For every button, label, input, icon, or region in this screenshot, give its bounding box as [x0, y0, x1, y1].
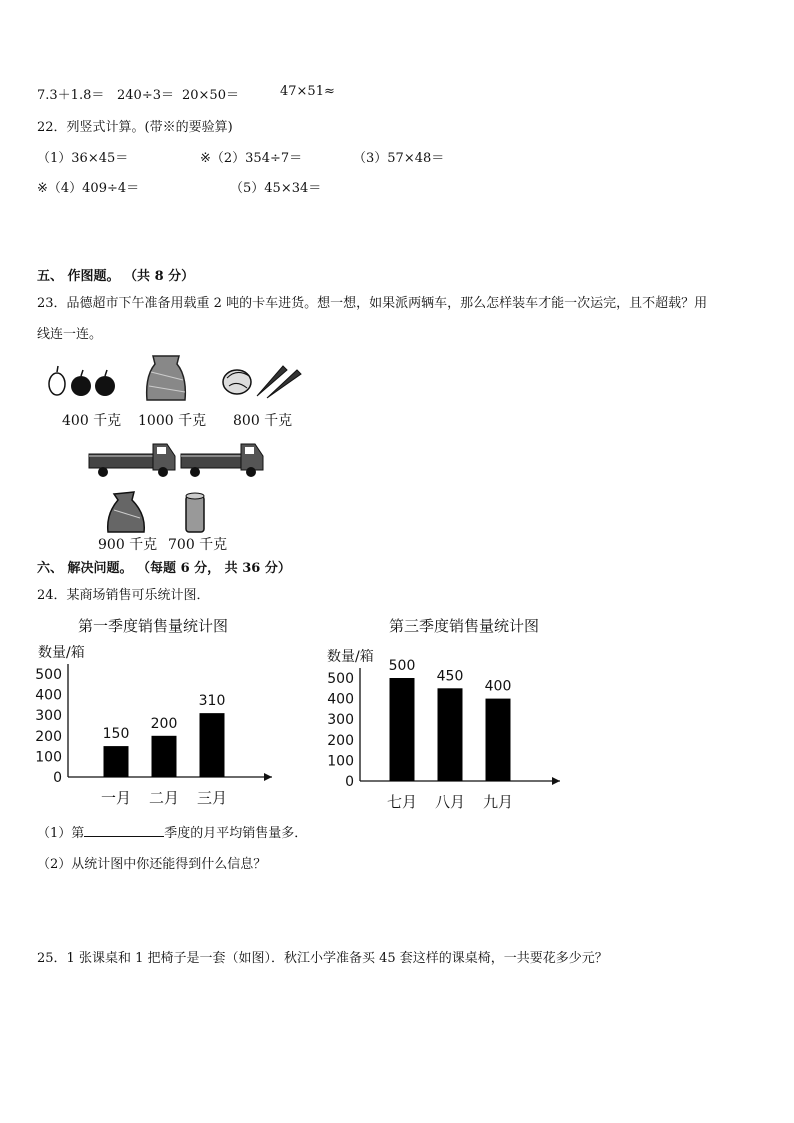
y-tick-label: 500: [35, 667, 62, 683]
chart2-ylabel: 数量/箱: [327, 649, 374, 665]
y-tick-label: 400: [35, 687, 62, 704]
weight-label: 800 千克: [233, 413, 293, 429]
y-tick-label: 0: [345, 774, 354, 790]
calc-item: 47×51≈: [280, 84, 335, 99]
bar: [152, 736, 177, 777]
bar: [486, 699, 511, 781]
x-tick-label: 九月: [482, 793, 514, 811]
q23-text-line2: 线连一连。: [37, 327, 103, 342]
x-tick-label: 七月: [386, 793, 418, 811]
section-6-heading: 六、 解决问题。 （每题 6 分， 共 36 分）: [37, 561, 291, 576]
weight-label: 1000 千克: [138, 413, 207, 429]
q24-title: 24．某商场销售可乐统计图．: [37, 588, 210, 603]
data-label: 400: [484, 678, 512, 695]
chart-q3-sales: [318, 645, 598, 815]
q22-item: ※（2）354÷7＝: [200, 151, 303, 166]
calc-item: 7.3＋1.8＝: [37, 88, 105, 103]
y-tick-label: 400: [327, 691, 354, 708]
bag-icon: [108, 492, 145, 532]
x-axis-arrow: [264, 773, 272, 781]
chart2-title: 第三季度销售量统计图: [389, 617, 540, 635]
bar: [390, 678, 415, 781]
q24-sub1-pre: （1）第: [37, 826, 85, 841]
y-tick-label: 300: [35, 708, 62, 725]
data-label: 200: [150, 715, 178, 732]
weight-label: 900 千克: [98, 537, 158, 553]
answer-blank[interactable]: [84, 824, 164, 837]
calc-item: 240÷3＝: [117, 88, 174, 103]
bucket-icon: [186, 493, 204, 532]
data-label: 500: [388, 658, 416, 674]
q23-illustration-lower: [100, 488, 240, 538]
y-tick-label: 200: [327, 732, 354, 749]
q25-text: 25．1 张课桌和 1 把椅子是一套（如图）．秋江小学准备买 45 套这样的课桌椅，一共要花多少元？: [37, 951, 608, 966]
bar: [104, 746, 129, 777]
q22-item: ※（4）409÷4＝: [37, 181, 140, 196]
q22-row1: [37, 147, 457, 166]
q22-row2: [37, 177, 357, 196]
data-label: 150: [102, 726, 130, 743]
q24-sub2: （2）从统计图中你还能得到什么信息？: [37, 857, 267, 872]
vegetables-icon: [223, 366, 301, 398]
x-tick-label: 三月: [196, 789, 228, 807]
weight-label: 700 千克: [168, 537, 228, 553]
data-label: 450: [436, 668, 464, 685]
chart1-title: 第一季度销售量统计图: [78, 617, 229, 635]
x-tick-label: 一月: [100, 789, 132, 807]
x-tick-label: 八月: [434, 793, 466, 811]
oral-calc-row: [37, 84, 357, 103]
section-5-heading: 五、 作图题。 （共 8 分）: [37, 269, 195, 284]
y-tick-label: 100: [327, 753, 354, 770]
chart1-ylabel: 数量/箱: [38, 645, 85, 661]
chart-q1-sales: [30, 655, 310, 815]
data-label: 310: [198, 693, 226, 710]
q24-sub1-post: 季度的月平均销售量多．: [164, 826, 308, 841]
y-tick-label: 0: [53, 770, 62, 786]
truck-icon: [181, 444, 263, 477]
bar: [438, 688, 463, 781]
q23-text-line1: 23．品德超市下午准备用载重 2 吨的卡车进货。想一想，如果派两辆车，那么怎样装车才能一次运完，且不超载？用: [37, 296, 708, 311]
q22-item: （5）45×34＝: [230, 181, 322, 196]
fruit-icon: [49, 366, 115, 396]
x-axis-arrow: [552, 777, 560, 785]
q22-item: （3）57×48＝: [353, 151, 445, 166]
truck-icon: [89, 444, 175, 477]
q22-item: （1）36×45＝: [37, 151, 129, 166]
weight-label: 400 千克: [62, 413, 122, 429]
bar: [200, 713, 225, 777]
y-tick-label: 200: [35, 728, 62, 745]
y-tick-label: 100: [35, 749, 62, 766]
x-tick-label: 二月: [148, 789, 180, 807]
q24-sub1: [37, 822, 307, 841]
calc-item: 20×50＝: [182, 88, 239, 103]
sack-icon: [147, 356, 186, 400]
y-tick-label: 500: [327, 671, 354, 687]
y-tick-label: 300: [327, 712, 354, 729]
q22-title: 22．列竖式计算。(带※的要验算): [37, 120, 233, 135]
